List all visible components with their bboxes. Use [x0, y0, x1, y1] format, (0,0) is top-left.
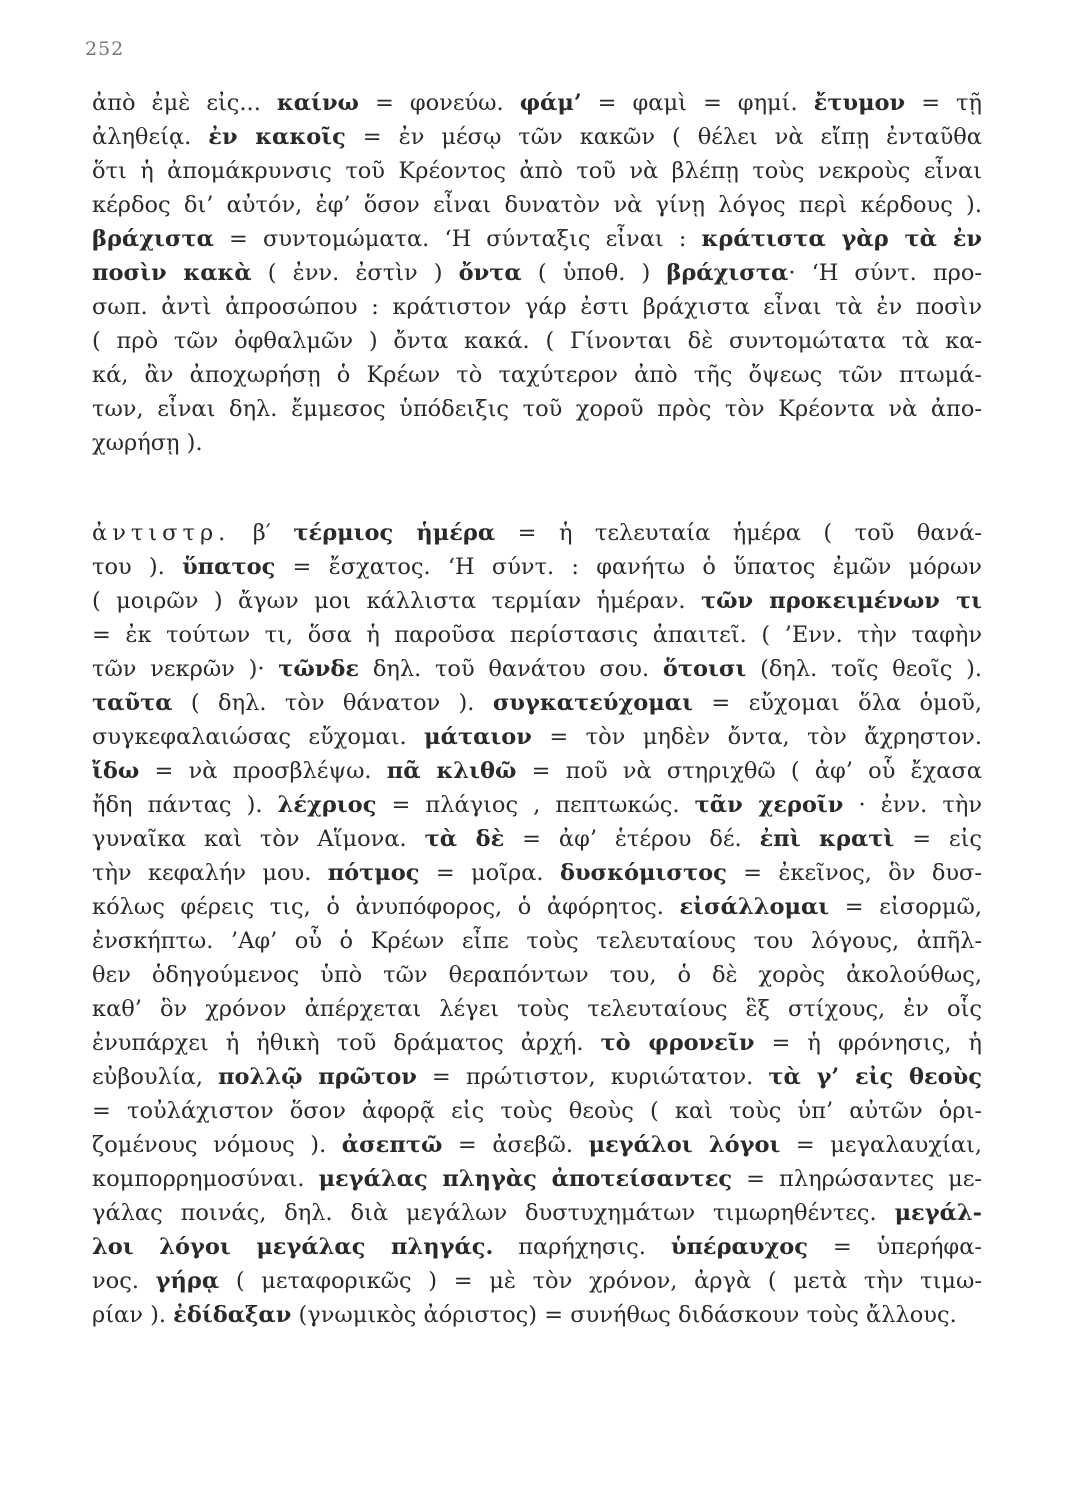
- lemma-term: πότμος: [327, 860, 420, 886]
- paragraph1-line: [92, 292, 982, 322]
- paragraph2-line: [92, 858, 982, 888]
- gloss-text: = τῇ: [905, 90, 982, 116]
- gloss-text: των, εἶναι δηλ. ἔμμεσος ὑπόδειξις τοῦ χοροῦ πρὸς τὸν Κρέοντα νὰ ἀπο-: [92, 396, 982, 422]
- gloss-text: = ἔσχατος. ‘Η σύντ. : φανήτω ὁ ὕπατος ἐμῶν μόρων: [275, 554, 982, 580]
- lemma-term: ἐπὶ κρατὶ: [759, 826, 895, 852]
- gloss-text: = ἡ φρόνησις, ἡ: [754, 1030, 982, 1056]
- paragraph2-line: [92, 586, 982, 616]
- paragraph2-line: [92, 1300, 982, 1330]
- gloss-text: β′: [230, 520, 294, 546]
- gloss-text: παρήχησις.: [493, 1234, 671, 1260]
- gloss-text: τὴν κεφαλήν μου.: [92, 860, 328, 886]
- gloss-text: (δηλ. τοῖς θεοῖς ).: [746, 656, 983, 682]
- paragraph1-line: [92, 122, 982, 152]
- lemma-term: τέρμιος ἡμέρα: [293, 520, 496, 546]
- gloss-text: = εὔχομαι ὅλα ὁμοῦ,: [692, 690, 983, 716]
- gloss-text: = ποῦ νὰ στηριχθῶ ( ἀφ’ οὗ ἔχασα: [516, 758, 983, 784]
- gloss-text: κέρδος δι’ αὐτόν, ἐφ’ ὅσον εἶναι δυνατὸν νὰ γίνῃ λόγος περὶ κέρδους ).: [92, 192, 982, 218]
- gloss-text: κομπορρημοσύναι.: [92, 1166, 319, 1192]
- lemma-term: ἐν κακοῖς: [208, 124, 346, 150]
- lemma-term: τὰ γ’ εἰς θεοὺς: [768, 1064, 982, 1090]
- gloss-text: δηλ. τοῦ θανάτου σου.: [359, 656, 663, 682]
- lemma-term: λοι λόγοι μεγάλας πληγάς.: [92, 1234, 494, 1260]
- paragraph2-line: [92, 1096, 982, 1126]
- gloss-text: = φαμὶ = φημί.: [581, 90, 814, 116]
- paragraph2-line: [92, 552, 982, 582]
- gloss-text: = ἐν μέσῳ τῶν κακῶν ( θέλει νὰ εἴπῃ ἐνταῦθα: [345, 124, 982, 150]
- paragraph1-line: [92, 258, 982, 288]
- paragraph2-line: [92, 1232, 982, 1262]
- lemma-term: ἔτυμον: [813, 90, 906, 116]
- lemma-term: ὅτοισι: [662, 656, 747, 682]
- gloss-text: ( ὑποθ. ): [521, 260, 667, 286]
- lemma-term: ποσὶν κακὰ: [92, 260, 252, 286]
- gloss-text: θεν ὁδηγούμενος ὑπὸ τῶν θεραπόντων του, ὁ δὲ χορὸς ἀκολούθως,: [92, 962, 982, 988]
- gloss-text: ρίαν ).: [92, 1302, 174, 1328]
- paragraph2-line: [92, 994, 982, 1024]
- paragraph2-line: [92, 756, 982, 786]
- lemma-term: μάταιον: [424, 724, 532, 750]
- paragraph2-line: [92, 892, 982, 922]
- lemma-term: τῶν προκειμένων τι: [700, 588, 983, 614]
- paragraph2-line: [92, 1198, 982, 1228]
- paragraph2-line: [92, 688, 982, 718]
- lemma-term: τὸ φρονεῖν: [600, 1030, 755, 1056]
- paragraph2-line: [92, 824, 982, 854]
- paragraph2-line: [92, 1130, 982, 1160]
- lemma-term: μεγάλοι λόγοι: [588, 1132, 781, 1158]
- gloss-text: = πλάγιος , πεπτωκώς.: [376, 792, 695, 818]
- gloss-text: γάλας ποινάς, δηλ. διὰ μεγάλων δυστυχημάτων τιμωρηθέντες.: [92, 1200, 895, 1226]
- lemma-term: καίνω: [276, 90, 359, 116]
- paragraph1-line: [92, 326, 982, 356]
- gloss-text: κά, ἂν ἀποχωρήσῃ ὁ Κρέων τὸ ταχύτερον ἀπὸ τῆς ὄψεως τῶν πτωμά-: [92, 362, 982, 388]
- paragraph1-line: [92, 88, 982, 118]
- gloss-text: συγκεφαλαιώσας εὔχομαι.: [92, 724, 425, 750]
- gloss-text: = ὑπερήφα-: [807, 1234, 982, 1260]
- lemma-term: τῶνδε: [278, 656, 360, 682]
- gloss-text: = τὸν μηδὲν ὄντα, τὸν ἄχρηστον.: [531, 724, 982, 750]
- lemma-term: ἀσεπτῶ: [341, 1132, 443, 1158]
- gloss-text: κόλως φέρεις τις, ὁ ἀνυπόφορος, ὁ ἀφόρητος.: [92, 894, 680, 920]
- gloss-text: εὐβουλία,: [92, 1064, 219, 1090]
- paragraph2-line: [92, 926, 982, 956]
- gloss-text: = πληρώσαντες με-: [732, 1166, 982, 1192]
- gloss-text: ἀντιστρ.: [92, 520, 231, 546]
- gloss-text: τῶν νεκρῶν )·: [92, 656, 279, 682]
- gloss-text: ἐνσκήπτω. ’Αφ’ οὗ ὁ Κρέων εἶπε τοὺς τελευταίους του λόγους, ἀπῆλ-: [92, 928, 982, 954]
- paragraph2-line: [92, 790, 982, 820]
- lemma-term: κράτιστα γὰρ τὰ ἐν: [701, 226, 982, 252]
- gloss-text: ( πρὸ τῶν ὀφθαλμῶν ) ὄντα κακά. ( Γίνονται δὲ συντομώτατα τὰ κα-: [92, 328, 982, 354]
- page-number: 252: [85, 38, 125, 60]
- lemma-term: δυσκόμιστος: [559, 860, 727, 886]
- lemma-term: ὕπατος: [182, 554, 276, 580]
- paragraph2-line: [92, 1062, 982, 1092]
- paragraph2-line: [92, 1164, 982, 1194]
- gloss-text: = πρώτιστον, κυριώτατον.: [416, 1064, 769, 1090]
- gloss-text: = ἀσεβῶ.: [442, 1132, 589, 1158]
- gloss-text: ὅτι ἡ ἀπομάκρυνσις τοῦ Κρέοντος ἀπὸ τοῦ νὰ βλέπῃ τοὺς νεκροὺς εἶναι: [92, 158, 982, 184]
- gloss-text: ( μοιρῶν ) ἄγων μοι κάλλιστα τερμίαν ἡμέραν.: [92, 588, 701, 614]
- paragraph2-line: [92, 518, 982, 548]
- gloss-text: ἀληθείᾳ.: [92, 124, 209, 150]
- gloss-text: · ‘Η σύντ. προ-: [788, 260, 982, 286]
- gloss-text: του ).: [92, 554, 183, 580]
- paragraph2-line: [92, 960, 982, 990]
- gloss-text: ἀπὸ ἐμὲ εἰς...: [92, 90, 277, 116]
- paragraph2-line: [92, 1266, 982, 1296]
- gloss-text: ( δηλ. τὸν θάνατον ).: [172, 690, 493, 716]
- paragraph1-line: [92, 156, 982, 186]
- paragraph1-line: [92, 190, 982, 220]
- lemma-term: πολλῷ πρῶτον: [218, 1064, 417, 1090]
- lemma-term: τᾶν χεροῖν: [694, 792, 844, 818]
- paragraph2-line: [92, 620, 982, 650]
- lemma-term: ἐδίδαξαν: [173, 1302, 292, 1328]
- gloss-text: νος.: [92, 1268, 156, 1294]
- lemma-term: πᾶ κλιθῶ: [386, 758, 517, 784]
- gloss-text: = τοὐλάχιστον ὅσον ἀφορᾷ εἰς τοὺς θεοὺς ( καὶ τοὺς ὑπ’ αὐτῶν ὁρι-: [92, 1098, 982, 1124]
- gloss-text: = ἐκεῖνος, ὃν δυσ-: [726, 860, 983, 886]
- gloss-text: = μεγαλαυχίαι,: [780, 1132, 982, 1158]
- gloss-text: = μοῖρα.: [419, 860, 560, 886]
- lemma-term: συγκατεύχομαι: [492, 690, 693, 716]
- lemma-term: γήρᾳ: [155, 1268, 220, 1294]
- lemma-term: ὑπέραυχος: [670, 1234, 808, 1260]
- gloss-text: = νὰ προσβλέψω.: [139, 758, 387, 784]
- gloss-text: = συντομώματα. ‘Η σύνταξις εἶναι :: [213, 226, 702, 252]
- lemma-term: ταῦτα: [92, 690, 173, 716]
- lemma-term: ὄντα: [458, 260, 522, 286]
- paragraph1-line: [92, 394, 982, 424]
- gloss-text: ἐνυπάρχει ἡ ἠθικὴ τοῦ δράματος ἀρχή.: [92, 1030, 601, 1056]
- paragraph2-line: [92, 1028, 982, 1058]
- paragraph1-line: [92, 224, 982, 254]
- lemma-term: μεγάλας πληγὰς ἀποτείσαντες: [318, 1166, 733, 1192]
- gloss-text: χωρήσῃ ).: [92, 430, 203, 456]
- lemma-term: μεγάλ-: [894, 1200, 982, 1226]
- gloss-text: · ἐνν. τὴν: [843, 792, 982, 818]
- lemma-term: φάμ’: [519, 90, 582, 116]
- gloss-text: σωπ. ἀντὶ ἀπροσώπου : κράτιστον γάρ ἐστι βράχιστα εἶναι τὰ ἐν ποσὶν: [92, 294, 982, 320]
- lemma-term: εἰσάλλομαι: [679, 894, 830, 920]
- gloss-text: = ἡ τελευταία ἡμέρα ( τοῦ θανά-: [495, 520, 982, 546]
- paragraph1-line: [92, 360, 982, 390]
- paragraph2-line: [92, 654, 982, 684]
- paragraph2-line: [92, 722, 982, 752]
- gloss-text: ζομένους νόμους ).: [92, 1132, 342, 1158]
- paragraph1-line: [92, 428, 982, 458]
- gloss-text: = εἰσορμῶ,: [829, 894, 982, 920]
- lemma-term: τὰ δὲ: [424, 826, 505, 852]
- gloss-text: = ἀφ’ ἑτέρου δέ.: [504, 826, 760, 852]
- lemma-term: ἴδω: [92, 758, 140, 784]
- lemma-term: βράχιστα: [666, 260, 789, 286]
- gloss-text: γυναῖκα καὶ τὸν Αἵμονα.: [92, 826, 425, 852]
- lemma-term: λέχριος: [277, 792, 377, 818]
- gloss-text: = ἐκ τούτων τι, ὅσα ἡ παροῦσα περίστασις ἀπαιτεῖ. ( ’Ενν. τὴν ταφὴν: [92, 622, 982, 648]
- gloss-text: ( μεταφορικῶς ) = μὲ τὸν χρόνον, ἀργὰ ( μετὰ τὴν τιμω-: [219, 1268, 982, 1294]
- gloss-text: καθ’ ὃν χρόνον ἀπέρχεται λέγει τοὺς τελευταίους ἓξ στίχους, ἐν οἷς: [92, 996, 982, 1022]
- gloss-text: ἤδη πάντας ).: [92, 792, 278, 818]
- lemma-term: βράχιστα: [92, 226, 214, 252]
- gloss-text: = φονεύω.: [358, 90, 520, 116]
- gloss-text: ( ἐνν. ἐστὶν ): [251, 260, 459, 286]
- gloss-text: (γνωμικὸς ἀόριστος) = συνήθως διδάσκουν τοὺς ἄλλους.: [291, 1302, 957, 1328]
- gloss-text: = εἰς: [894, 826, 982, 852]
